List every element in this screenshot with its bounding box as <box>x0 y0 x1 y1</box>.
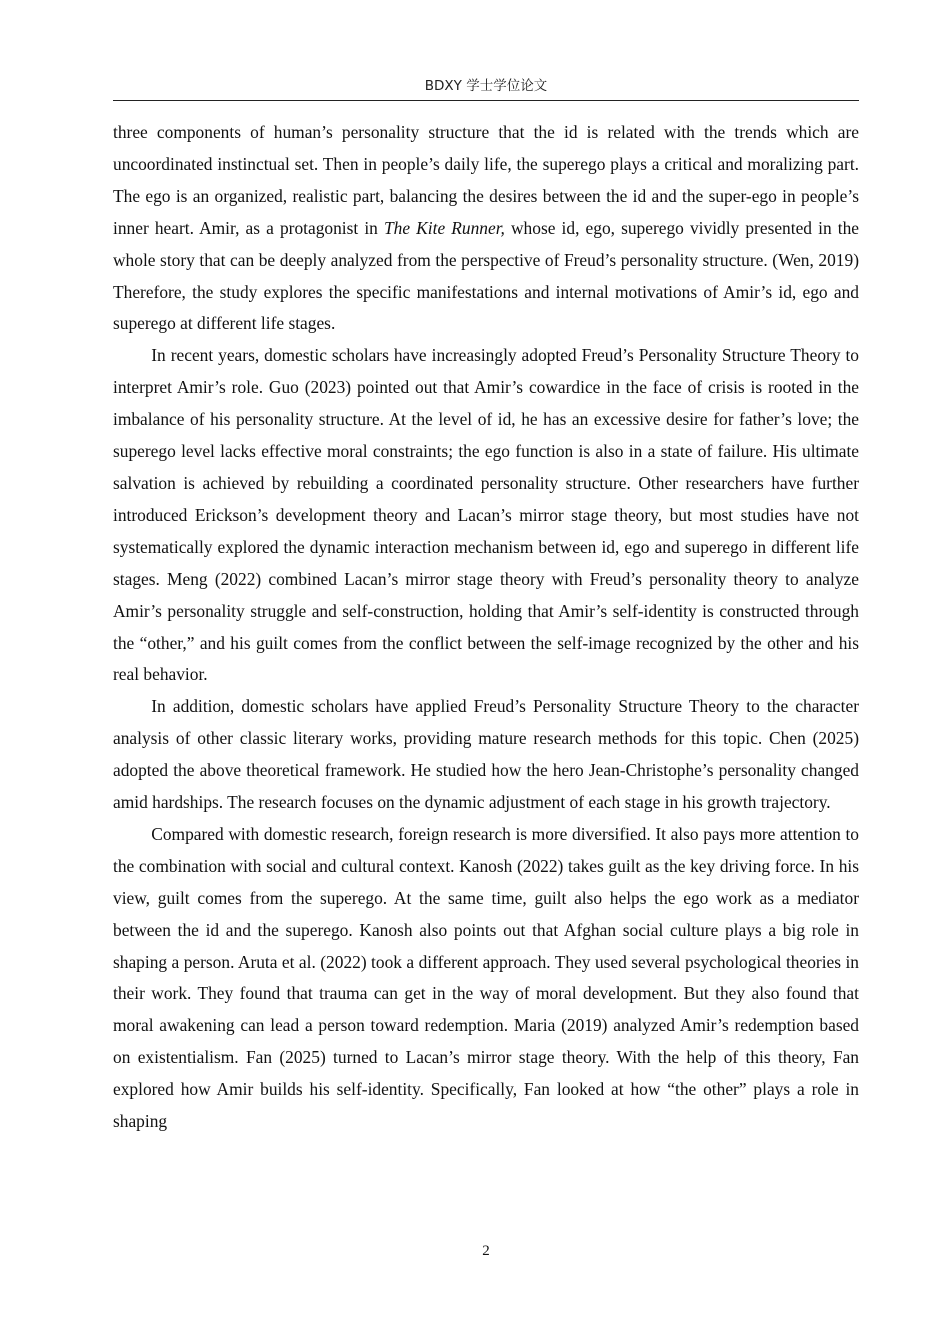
text-run: In recent years, domestic scholars have increasingly adopted Freud’s Personality Structure Theory to interpret Amir’s role. Guo (2023) pointed out that Amir’s cowardice in the face of crisis is rooted in the imbalance of his personality structure. At the level of id, he has an excessive desire for father’s love; the superego level lacks effective moral constraints; the ego function is also in a state of failure. His ultimate salvation is achieved by rebuilding a coordinated personality structure. Other researchers have further introduced Erickson’s development theory and Lacan’s mirror stage theory, but most studies have not systematically explored the dynamic interaction mechanism between id, ego and superego in different life stages. Meng (2022) combined Lacan’s mirror stage theory with Freud’s personality theory to analyze Amir’s personality struggle and self-construction, holding that Amir’s self-identity is constructed through the “other,” and his guilt comes from the conflict between the self-image recognized by the other and his real behavior. <box>113 345 859 685</box>
header-divider <box>113 100 859 101</box>
running-header: BDXY 学士学位论文 <box>424 78 548 94</box>
paragraph <box>113 691 859 819</box>
paragraph <box>113 340 859 691</box>
text-run: whose id, ego, superego vividly presented in the whole story that can be deeply analyzed from the perspective of Freud’s personality structure. (Wen, 2019) Therefore, the study explores the specific manifestations and internal motivations of Amir’s id, ego and superego at different life stages. <box>113 217 859 334</box>
paragraph <box>113 819 859 1138</box>
text-run: In addition, domestic scholars have applied Freud’s Personality Structure Theory to the character analysis of other classic literary works, providing mature research methods for this topic. Chen (2025) adopted the above theoretical framework. He studied how the hero Jean-Christophe’s personality changed amid hardships. The research focuses on the dynamic adjustment of each stage in his growth trajectory. <box>113 696 859 813</box>
text-run: three components of human’s personality structure that the id is related with the trends which are uncoordinated instinctual set. Then in people’s daily life, the superego plays a critical and moralizing part. The ego is an organized, realistic part, balancing the desires between the id and the super-ego in people’s inner heart. Amir, as a protagonist in <box>113 122 859 238</box>
page-number: 2 <box>482 1243 490 1259</box>
body-text <box>113 117 859 1138</box>
book-title: The Kite Runner, <box>383 217 505 238</box>
paragraph <box>113 117 859 340</box>
text-run: Compared with domestic research, foreign research is more diversified. It also pays more attention to the combination with social and cultural context. Kanosh (2022) takes guilt as the key driving force. In his view, guilt comes from the superego. At the same time, guilt also helps the ego work as a mediator between the id and the superego. Kanosh also points out that Afghan social culture plays a big role in shaping a person. Aruta et al. (2022) took a different approach. They used several psychological theories in their work. They found that trauma can get in the way of moral development. But they also found that moral awakening can lead a person toward redemption. Maria (2019) analyzed Amir’s redemption based on existentialism. Fan (2025) turned to Lacan’s mirror stage theory. With the help of this theory, Fan explored how Amir builds his self-identity. Specifically, Fan looked at how “the other” plays a role in shaping <box>113 823 859 1132</box>
